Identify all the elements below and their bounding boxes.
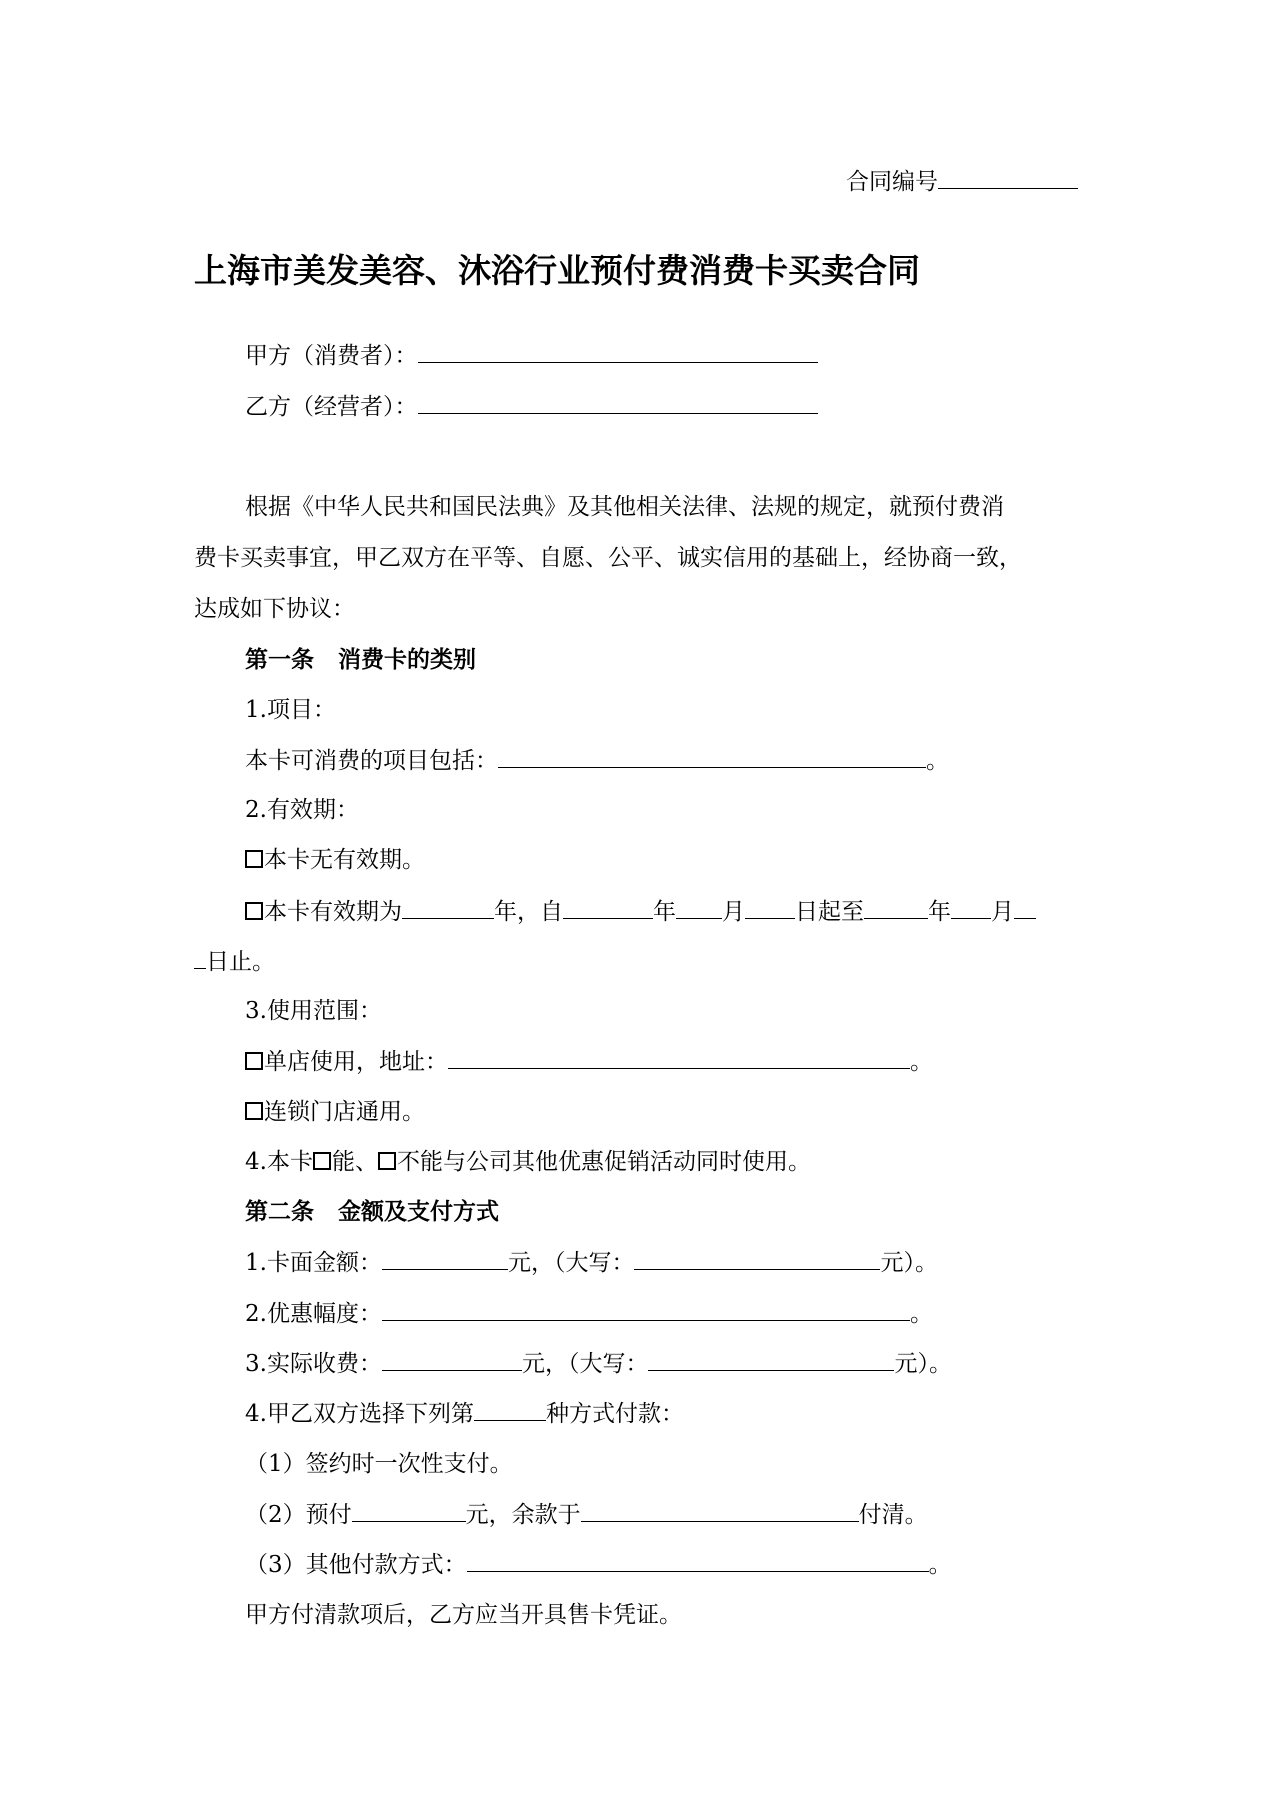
single-store-checkbox[interactable] <box>245 1052 263 1070</box>
period: 。 <box>928 1552 952 1578</box>
party-a-blank[interactable] <box>418 340 818 363</box>
party-a-label: 甲方（消费者）： <box>245 343 418 369</box>
cannot-checkbox[interactable] <box>378 1152 396 1170</box>
article-2-heading <box>245 1197 499 1227</box>
cannot-text: 不能与公司其他优惠促销活动同时使用。 <box>396 1149 811 1175</box>
actual-fee-row <box>245 1348 952 1379</box>
preamble-line-3: 达成如下协议： <box>194 596 355 622</box>
balance-blank[interactable] <box>581 1499 859 1522</box>
item4-row <box>245 1147 811 1177</box>
item4-prefix: 4.本卡 <box>245 1149 313 1175</box>
chain-store-row <box>245 1097 425 1127</box>
expiry-year-text: 年，自 <box>494 899 563 925</box>
payment-choice-suffix: 种方式付款： <box>545 1401 684 1427</box>
start-year-label: 年 <box>653 899 676 925</box>
item3-label: 3.使用范围： <box>245 998 382 1024</box>
end-day-label: 日止。 <box>206 949 275 975</box>
discount-blank[interactable] <box>382 1298 910 1321</box>
end-month-label: 月 <box>991 899 1014 925</box>
face-value-row <box>245 1247 938 1278</box>
contract-number-blank[interactable] <box>938 166 1078 189</box>
no-expiry-text: 本卡无有效期。 <box>264 847 425 873</box>
preamble-line-2: 费卡买卖事宜，甲乙双方在平等、自愿、公平、诚实信用的基础上，经协商一致， <box>194 545 1022 571</box>
actual-fee-label: 3.实际收费： <box>245 1351 382 1377</box>
party-b-blank[interactable] <box>418 391 818 414</box>
prepay-blank[interactable] <box>352 1499 466 1522</box>
payment-option-2 <box>245 1499 928 1530</box>
address-blank[interactable] <box>448 1046 910 1069</box>
option3-label: （3）其他付款方式： <box>245 1552 467 1578</box>
expiry-row <box>245 896 1036 927</box>
start-day-blank[interactable] <box>745 896 795 919</box>
closing-line: 甲方付清款项后，乙方应当开具售卡凭证。 <box>245 1602 682 1628</box>
items-blank[interactable] <box>498 745 926 768</box>
expiry-prefix: 本卡有效期为 <box>264 899 402 925</box>
end-day-blank-2[interactable] <box>194 946 206 969</box>
can-text: 能、 <box>331 1149 378 1175</box>
start-year-blank[interactable] <box>563 896 653 919</box>
can-checkbox[interactable] <box>313 1152 331 1170</box>
article-1-title: 消费卡的类别 <box>338 647 476 673</box>
expiry-row-end <box>194 946 275 977</box>
discount-label: 2.优惠幅度： <box>245 1301 382 1327</box>
no-expiry-checkbox[interactable] <box>245 850 263 868</box>
page-title: 上海市美发美容、沐浴行业预付费消费卡买卖合同 <box>194 251 920 290</box>
item1-row <box>245 745 949 776</box>
option2-suffix: 付清。 <box>858 1502 928 1528</box>
face-value-daxie-blank[interactable] <box>634 1247 880 1270</box>
face-value-blank[interactable] <box>382 1247 508 1270</box>
article-2-number: 第二条 <box>245 1199 314 1225</box>
payment-choice-row <box>245 1398 684 1429</box>
option2-mid: 元，余款于 <box>465 1502 581 1528</box>
payment-option-1: （1）签约时一次性支付。 <box>245 1451 513 1477</box>
period: 。 <box>909 1301 933 1327</box>
single-store-text: 单店使用，地址： <box>264 1049 448 1075</box>
party-b-row <box>245 391 818 422</box>
period: 。 <box>910 1049 933 1075</box>
end-day-blank-1[interactable] <box>1014 896 1036 919</box>
party-b-label: 乙方（经营者）： <box>245 394 418 420</box>
end-month-blank[interactable] <box>951 896 991 919</box>
chain-store-checkbox[interactable] <box>245 1102 263 1120</box>
article-1-heading <box>245 645 476 675</box>
start-month-blank[interactable] <box>676 896 722 919</box>
actual-fee-close: 元）。 <box>894 1351 952 1377</box>
end-year-label: 年 <box>928 899 951 925</box>
contract-number-label: 合同编号 <box>846 169 938 195</box>
item1-label: 1.项目： <box>245 697 336 723</box>
face-value-daxie-label: 元，（大写： <box>507 1250 635 1276</box>
contract-number-row <box>846 166 1078 197</box>
period: 。 <box>926 748 949 774</box>
no-expiry-row[interactable] <box>245 845 425 875</box>
actual-fee-blank[interactable] <box>382 1348 522 1371</box>
item2-label: 2.有效期： <box>245 797 359 823</box>
single-store-row <box>245 1046 933 1077</box>
chain-store-text: 连锁门店通用。 <box>264 1099 425 1125</box>
payment-choice-prefix: 4.甲乙双方选择下列第 <box>245 1401 474 1427</box>
face-value-label: 1.卡面金额： <box>245 1250 382 1276</box>
actual-fee-daxie-blank[interactable] <box>648 1348 894 1371</box>
option2-prefix: （2）预付 <box>245 1502 352 1528</box>
item1-text: 本卡可消费的项目包括： <box>245 748 498 774</box>
expiry-checkbox[interactable] <box>245 902 263 920</box>
end-year-blank[interactable] <box>864 896 928 919</box>
other-payment-blank[interactable] <box>467 1549 929 1572</box>
start-day-label: 日起至 <box>795 899 864 925</box>
face-value-close: 元）。 <box>880 1250 938 1276</box>
article-1-number: 第一条 <box>245 647 314 673</box>
expiry-years-blank[interactable] <box>402 896 494 919</box>
preamble-line-1: 根据《中华人民共和国民法典》及其他相关法律、法规的规定，就预付费消 <box>245 494 1004 520</box>
discount-row <box>245 1298 933 1329</box>
actual-fee-daxie-label: 元，（大写： <box>521 1351 649 1377</box>
payment-option-3 <box>245 1549 952 1580</box>
party-a-row <box>245 340 818 371</box>
start-month-label: 月 <box>722 899 745 925</box>
article-2-title: 金额及支付方式 <box>338 1199 499 1225</box>
payment-choice-blank[interactable] <box>474 1398 546 1421</box>
